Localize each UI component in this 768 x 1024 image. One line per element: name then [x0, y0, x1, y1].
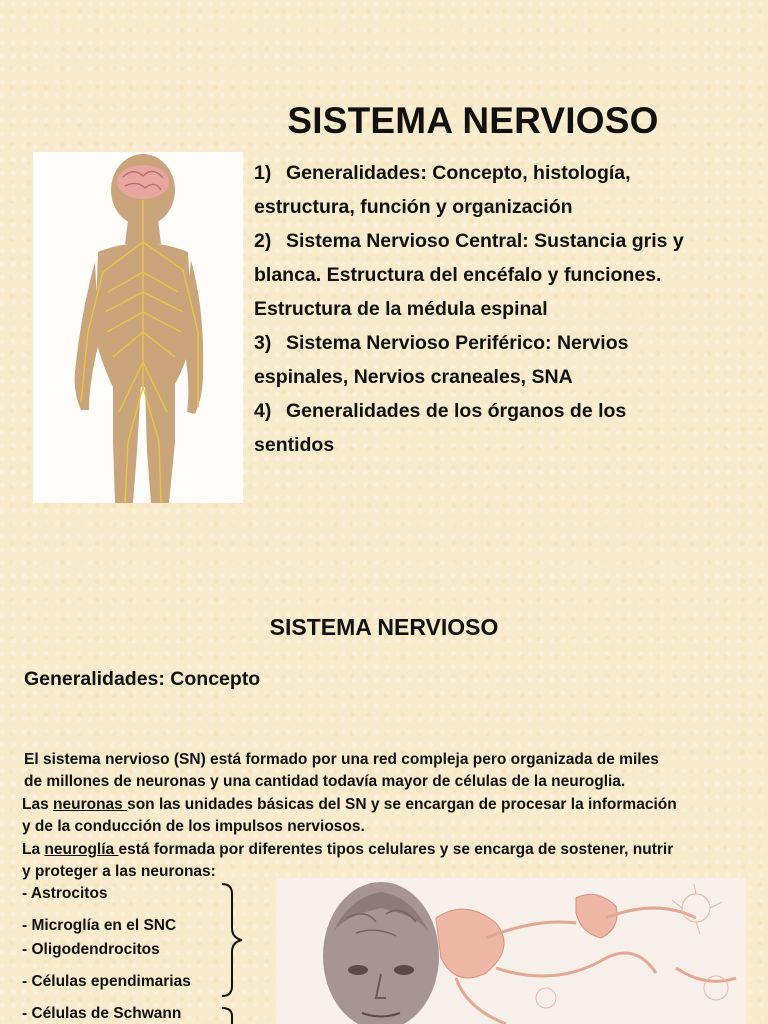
topics-list: [254, 156, 734, 462]
topic-line: estructura, función y organización: [254, 196, 573, 218]
paragraph-neuroglia: [22, 839, 752, 883]
paragraph-text: está formada por diferentes tipos celulares y se encarga de sostener, nutrir: [118, 841, 674, 858]
topic-line: Sistema Nervioso Periférico: Nervios: [286, 332, 629, 354]
head-and-neurons-illustration-icon: [276, 878, 746, 1024]
section-subtitle: Generalidades: Concepto: [24, 668, 261, 690]
curly-brace-icon: [216, 880, 246, 1024]
topic-line: Sistema Nervioso Central: Sustancia gris y: [286, 230, 684, 252]
topic-4: [254, 394, 734, 462]
brain-illustration-icon: [117, 165, 169, 199]
paragraph-line: y proteger a las neuronas:: [22, 863, 216, 880]
topic-line: Generalidades de los órganos de los: [286, 400, 627, 422]
topic-number: 4): [254, 400, 272, 422]
topic-line: blanca. Estructura del encéfalo y funciones.: [254, 264, 662, 286]
term-neuronas: neuronas: [53, 796, 128, 813]
paragraph-text: Las: [22, 796, 54, 813]
paragraph-sn: [24, 749, 754, 793]
list-item: - Oligodendrocitos: [22, 941, 160, 958]
topic-line: espinales, Nervios craneales, SNA: [254, 366, 573, 388]
slide-title: SISTEMA NERVIOSO: [287, 100, 659, 141]
topic-number: 2): [254, 230, 272, 252]
topic-line: sentidos: [254, 434, 335, 456]
list-item: - Microglía en el SNC: [22, 917, 177, 934]
list-item: - Astrocitos: [22, 885, 108, 902]
paragraph-text: son las unidades básicas del SN y se encargan de procesar la información: [127, 796, 677, 813]
topic-number: 1): [254, 162, 272, 184]
paragraph-line: y de la conducción de los impulsos nerviosos.: [22, 818, 365, 835]
topic-line: Estructura de la médula espinal: [254, 298, 548, 320]
list-item: - Células de Schwann: [22, 1005, 182, 1022]
term-neuroglia: neuroglía: [44, 841, 119, 858]
nervous-system-figure: [33, 152, 243, 503]
head-and-neurons-illustration: [276, 878, 746, 1024]
topic-1: [254, 156, 734, 224]
topic-3: [254, 326, 734, 394]
topic-2: [254, 224, 734, 326]
paragraph-text: La: [22, 841, 45, 858]
topic-line: Generalidades: Concepto, histología,: [286, 162, 631, 184]
paragraph-neuronas: [22, 794, 752, 838]
list-item: - Células ependimarias: [22, 973, 191, 990]
section-title: SISTEMA NERVIOSO: [269, 614, 499, 640]
human-nervous-system-figure-icon: [33, 152, 243, 503]
paragraph-line: El sistema nervioso (SN) está formado por una red compleja pero organizada de miles: [24, 751, 659, 768]
paragraph-line: de millones de neuronas y una cantidad todavía mayor de células de la neuroglia.: [24, 773, 626, 790]
topic-number: 3): [254, 332, 272, 354]
